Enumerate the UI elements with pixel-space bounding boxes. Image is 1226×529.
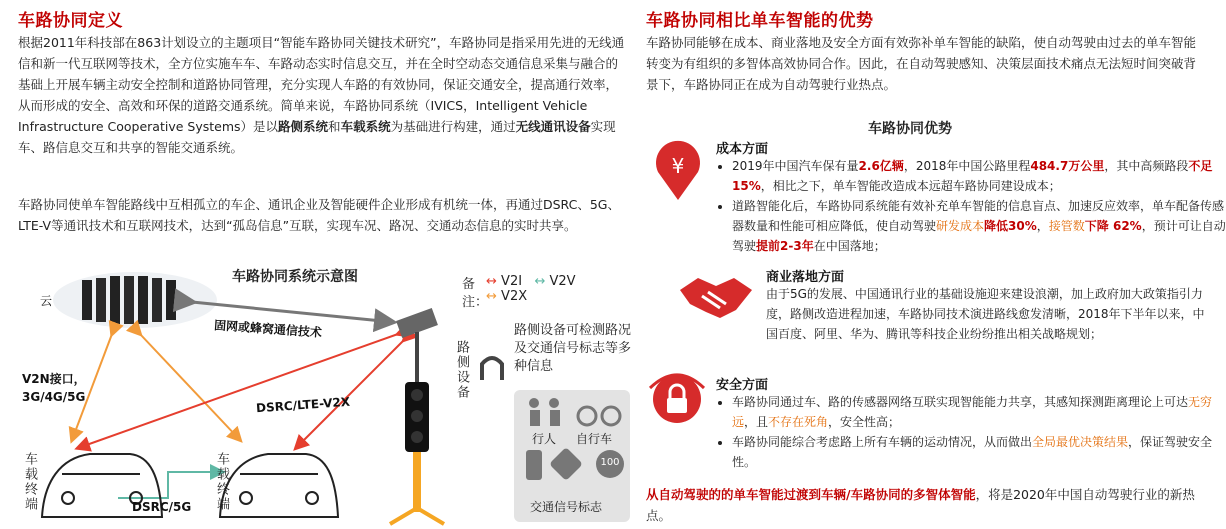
cost-bullet-2	[732, 196, 1226, 256]
v2n-label: V2N接口， 3G/4G/5G	[22, 372, 86, 404]
text-run: 无线通讯设备	[515, 119, 591, 134]
detect-label: 路侧设备可检测路况及交通信号标志等多种信息	[514, 323, 632, 374]
car-right-label: 车载终端	[214, 452, 229, 512]
text-run: 根据2011年科技部在863计划设立的主题项目“智能车路协同关键技术研究”，车路协同是指采用先进的无线通信和新一代互联网等技术，全方位实施车车、车路动态实时信息交互，并在全时空动态交通信息采集与融合的基础上开展车辆主动安全控制和道路协同管理，充分实现人车路的有效协同，保证交通安全，提高通行效率，从而形成的安全、高效和环保的道路交通系统。简单来说，车路协同系统（IVICS，Intelligent Vehicle Infrastructure Cooperative Systems）是以	[18, 35, 625, 134]
text-run: ，预计可让自动驾驶	[732, 219, 1226, 253]
text-run: 无穷远	[732, 395, 1213, 429]
roadside-label: 路侧设备	[454, 340, 469, 400]
svg-text:¥: ¥	[671, 154, 685, 178]
legend-v2v: V2V	[549, 274, 576, 289]
text-run: 实现车、路信息交互和共享的智能交通系统。	[18, 119, 616, 155]
business-text: 由于5G的发展、中国通讯行业的基础设施迎来建设浪潮，加上政府加大政策指引力度，路侧改造进程加速，车路协同技术演进路线愈发清晰，2018年下半年以来，中国百度、阿里、华为、腾讯等科技企业纷纷推出相关战略规划；	[766, 287, 1205, 341]
speed-sign: 100	[600, 457, 620, 468]
system-diagram	[0, 262, 640, 529]
text-run: 全局最优决策结果	[1032, 435, 1129, 449]
diagram-title: 车路协同系统示意图	[232, 269, 358, 285]
bicycle-label: 自行车	[576, 432, 613, 446]
dsrc-lte-label: DSRC/LTE-V2X	[255, 394, 351, 416]
conclusion	[646, 484, 1212, 526]
text-run: 道路智能化后，车路协同系统能有效补充单车智能的信息盲点、加速反应效率，单车配备传感器数量和性能可相应降低，使自动驾驶	[732, 199, 1225, 233]
pedestrian-label: 行人	[532, 432, 557, 446]
text-run: 车载系统	[340, 119, 391, 134]
text-run: 车路协同通过车、路的传感器网络互联实现智能能力共享，其感知探测距离理论上可达	[732, 395, 1189, 409]
text-run: ，将是2020年中国自动驾驶行业的新热点。	[646, 487, 1195, 523]
safety-bullet-1	[732, 392, 1226, 432]
text-run: 不存在死角	[768, 415, 829, 429]
text-run: 提前2-3年	[756, 239, 814, 253]
advantages-title: 车路协同优势	[868, 121, 952, 137]
cost-list	[716, 156, 1226, 256]
text-run: 接管数	[1048, 219, 1085, 233]
yuan-pin-icon	[652, 142, 704, 202]
text-run: 484.7万公里	[1030, 159, 1105, 173]
safety-list	[716, 392, 1226, 472]
signs-label: 交通信号标志	[530, 500, 603, 514]
legend-v2x: V2X	[501, 289, 528, 304]
legend: ↔ V2I ↔ V2V ↔ V2X	[486, 274, 576, 304]
traffic-light-icon	[390, 308, 444, 524]
safety-bullet-2	[732, 432, 1226, 472]
dsrc-5g-label: DSRC/5G	[132, 500, 192, 514]
text-run: ，保证驾驶安全性。	[732, 435, 1213, 469]
handshake-icon	[676, 266, 756, 326]
text-run: 路侧系统	[278, 119, 329, 134]
right-intro: 车路协同能够在成本、商业落地及安全方面有效弥补单车智能的缺陷，使自动驾驶由过去的单车智能转变为有组织的多智体高效协同合作。因此，在自动驾驶感知、决策层面技术痛点无法短时间突破背景下，车路协同正在成为自动驾驶行业热点。	[646, 35, 1197, 92]
text-run: 不足15%	[732, 159, 1213, 193]
integration-paragraph: 车路协同使单车智能路线中互相孤立的车企、通讯企业及智能硬件企业形成有机统一体，再通过DSRC、5G、LTE-V等通讯技术和互联网技术，达到“孤岛信息”互联，实现车况、路况、交通动态信息的实时共享。	[18, 197, 620, 233]
text-run: 从自动驾驶的的单车智能过渡到车辆/车路协同的多智体智能	[646, 487, 976, 502]
car-right-icon	[220, 454, 338, 517]
business-title: 商业落地方面	[766, 270, 845, 285]
legend-head: 备注：	[462, 277, 489, 310]
right-title: 车路协同相比单车智能的优势	[646, 11, 874, 31]
text-run: 在中国落地；	[813, 239, 886, 253]
left-title: 车路协同定义	[18, 11, 123, 31]
car-left-label: 车载终端	[22, 452, 37, 512]
text-run: ，2018年中国公路里程	[903, 159, 1031, 173]
uturn-icon	[482, 358, 502, 380]
cost-bullet-1	[732, 156, 1226, 196]
text-run: 和	[328, 119, 341, 134]
text-run: ，安全性高；	[828, 415, 901, 429]
network-label: 固网或蜂窝通信技术	[213, 318, 323, 340]
text-run: 为基础进行构建，通过	[390, 119, 516, 134]
server-cloud-icon	[53, 272, 217, 328]
legend-v2i: V2I	[501, 274, 523, 289]
text-run: ，相比之下，单车智能改造成本远超车路协同建设成本；	[760, 179, 1061, 193]
text-run: ，其中高频路段	[1104, 159, 1189, 173]
text-run: 车路协同能综合考虑路上所有车辆的运动情况，从而做出	[732, 435, 1033, 449]
safety-title: 安全方面	[716, 378, 769, 393]
cost-title: 成本方面	[716, 142, 769, 157]
lock-icon	[646, 368, 708, 430]
text-run: ，	[1036, 219, 1049, 233]
cloud-label: 云	[40, 294, 53, 308]
text-run: 2.6亿辆	[858, 159, 904, 173]
text-run: 2019年中国汽车保有量	[732, 159, 859, 173]
text-run: 降低30%	[984, 219, 1037, 233]
text-run: 研发成本	[936, 219, 985, 233]
text-run: 下降 62%	[1084, 219, 1142, 233]
text-run: ，且	[744, 415, 769, 429]
definition-paragraph	[18, 32, 630, 158]
